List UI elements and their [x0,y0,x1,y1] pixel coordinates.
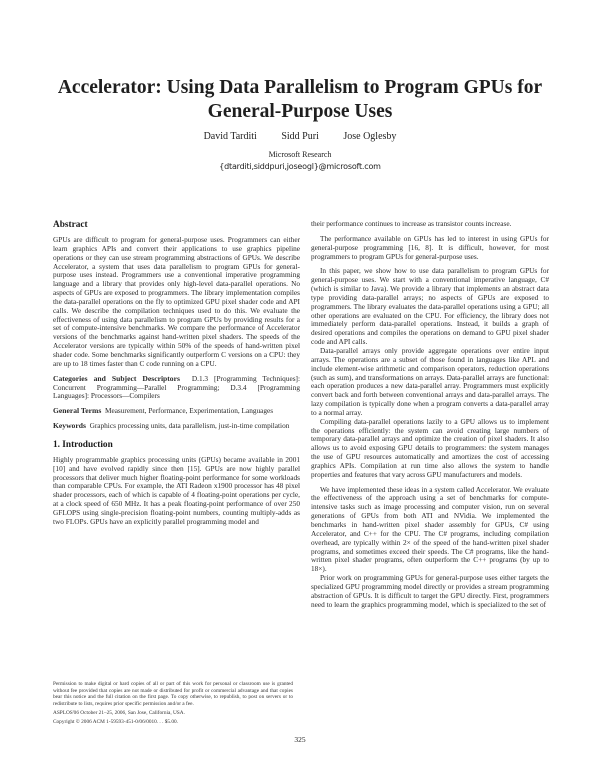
author-names [0,130,600,143]
page-number: 325 [294,735,306,744]
categories-paragraph [53,375,300,402]
body-paragraph: In this paper, we show how to use data parallelism to program GPUs for general-purpose uses. We start with a conventional imperative language, C# (which is similar to Java). We provide a library that implements an abstract data type providing data-parallel arrays; no aspects of GPUs are exposed to programmers. The library evaluates the data-parallel operations using a GPU; all other operations are evaluated on the CPU. For efficiency, the library does not immediately perform data-parallel operations. Instead, it builds a graph of desired operations and compiles the operations on demand to GPU pixel shader code and API calls. [311,266,549,347]
abstract-heading: Abstract [53,220,88,230]
body-paragraph: We have implemented these ideas in a system called Accelerator. We evaluate the effectiveness of the approach using a set of benchmarks for compute-intensive tasks such as image processing and computer vision, run on several generations of GPUs from both ATI and NVidia. We implemented the benchmarks in hand-written pixel shader assembly for GPUs, C# using Accelerator, and C++ for the CPU. The C# programs, including compilation overhead, are typically within 2× of the speed of the hand-written pixel shader programs, and sometimes exceed their speeds. The C# programs, like the hand-written pixel shader programs, often outperform the C++ programs (by up to 18×). [311,484,549,574]
body-paragraph: Compiling data-parallel operations lazily to a GPU allows us to implement the operations efficiently: the system can avoid creating large numbers of temporary data-parallel arrays and optimize the creation of pixel shaders. It also allows us to avoid exposing GPU details to programmers: the system manages the use of GPU resources automatically and amortizes the cost of accessing graphics APIs. Compilation at run time also allows the system to handle properties and features that vary across GPU manufacturers and models. [311,416,549,479]
general-terms-paragraph [53,407,300,416]
paper-title: Accelerator: Using Data Parallelism to Program GPUs for General-Purpose Uses [57,77,543,122]
body-paragraph: their performance continues to increase as transistor counts increase. [311,219,512,228]
keywords-text: Graphics processing units, data parallelism, just-in-time compilation [89,421,290,431]
author-name: David Tarditi [203,131,257,142]
author-name: Sidd Puri [281,131,319,142]
general-terms-label: General Terms [53,406,102,416]
keywords-paragraph [53,422,300,431]
author-emails: {dtarditi,siddpuri,joseogl}@microsoft.com [219,162,381,171]
abstract-text: GPUs are difficult to program for general-purpose uses. Programmers can either learn graphics APIs and convert their applications to use graphics pipeline operations or they can use stream programming abstractions of GPUs. We describe Accelerator, a system that uses data parallelism to program GPUs for general-purpose uses instead. Programmers use a conventional imperative programming language and a library that provides only high-level data-parallel operations. No aspects of GPUs are exposed to programmers. The library implementation compiles the data-parallel operations on the fly to optimized GPU pixel shader code and API calls. We describe the compilation techniques used to do this. We evaluate the effectiveness of using data parallelism to program GPUs by providing results for a set of compute-intensive benchmarks. We compare the performance of Accelerator versions of the benchmarks against hand-written pixel shaders. The speeds of the Accelerator versions are typically within 50% of the speeds of hand-written pixel shader code. Some benchmarks significantly outperform C versions on a CPU: they are up to 18 times faster than C code running on a CPU. [53,235,300,368]
body-paragraph: The performance available on GPUs has led to interest in using GPUs for general-purpose programming [16, 8]. It is difficult, however, for most programmers to program GPUs for general-purpose uses. [311,233,549,261]
copyright-line: Copyright © 2006 ACM 1-59593-451-0/06/0010. . . $5.00. [53,718,178,725]
author-name: Jose Oglesby [343,131,397,142]
left-column [53,220,300,527]
introduction-heading: 1. Introduction [53,439,113,450]
body-paragraph: Prior work on programming GPUs for general-purpose uses either targets the specialized GPU programming model directly or provides a stream programming abstraction of GPUs. It is difficult to target the GPU directly. First, programmers need to learn the graphics programming model, which is specialized to the set of [311,573,549,609]
copyright-footnote [53,681,293,725]
introduction-text: Highly programmable graphics processing units (GPUs) became available in 2001 [10] and have evolved rapidly since then [15]. GPUs are now highly parallel processors that deliver much higher floating-point performance for some workloads than comparable CPUs. For example, the ATI Radeon x1900 processor has 48 pixel shader processors, each of which is capable of 4 floating-point operations per cycle, at a clock speed of 650 MHz. It has a peak floating-point performance of over 250 GFLOPS using single-precision floating-point numbers, counting multiply-adds as two FLOPs. GPUs have an explicitly parallel programming model and [53,454,300,526]
permission-notice: Permission to make digital or hard copies of all or part of this work for personal or classroom use is granted without fee provided that copies are not made or distributed for profit or commercial advantage and that copies bear this notice and the full citation on the first page. To copy otherwise, to republish, to post on servers or to redistribute to lists, requires prior specific permission and/or a fee. [53,681,293,708]
categories-label: Categories and Subject Descriptors [53,373,180,383]
keywords-label: Keywords [53,421,86,431]
author-block [0,130,600,172]
right-column [311,220,549,609]
body-paragraph: Data-parallel arrays only provide aggregate operations over entire input arrays. The operations are a subset of those found in languages like APL and include element-wise arithmetic and comparison operators, reduction operations (such as sum), and transformations on arrays. Data-parallel arrays are functional: each operation produces a new data-parallel array. Programmers must explicitly convert back and forth between conventional arrays and data-parallel arrays. The lazy compilation is typically done when a program converts a data-parallel array to a normal array. [311,345,549,417]
categories-text: D.1.3 [Programming Techniques]: Concurrent Programming—Parallel Programming; D.3.4 [Programming Languages]: Processors—Compilers [53,373,300,401]
general-terms-text: Measurement, Performance, Experimentation, Languages [104,406,274,416]
affiliation: Microsoft Research [268,150,332,159]
conference-line: ASPLOS'06 October 21–25, 2006, San Jose, California, USA. [53,709,185,716]
